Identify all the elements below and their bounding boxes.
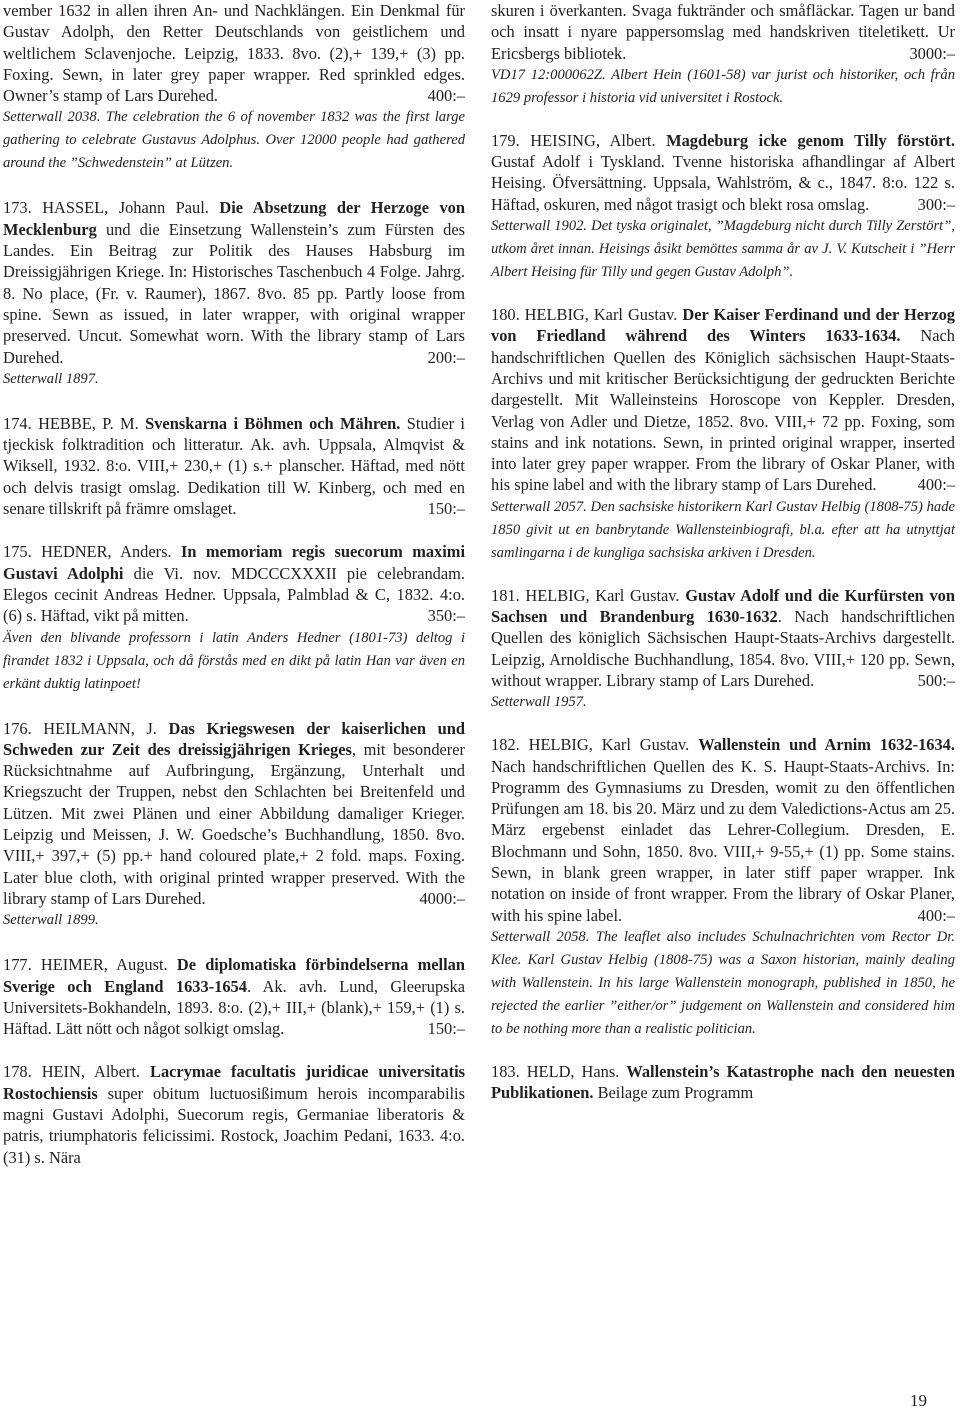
right-column [491,0,955,1124]
entry-text [491,734,955,926]
entry-title: Gustav Adolf und die Kurfürsten von Sachsen und Brandenburg 1630-1632 [491,585,955,627]
entry-title: Das Kriegswesen der kaiserlichen und Schweden zur Zeit des dreissigjährigen Krieges [3,718,465,759]
entry-number: 180. [491,305,520,325]
entry-number: 178. [3,1062,32,1082]
entry-number: 177. [3,955,32,975]
entry-body: die Vi. nov. MDCCCXXXII pie celebrandam. Elegos cecinit Andreas Hedner. Uppsala, Palmblad & C, 1832. 4:o. (6) s. Häftad, vikt på mitten. [3,563,465,626]
entry-note: Setterwall 1897. [3,370,99,387]
entry-price: 300:– [917,194,955,214]
entry-text [3,0,465,106]
entry-body: Beilage zum Programm [597,1083,754,1103]
catalog-entry-175 [3,541,465,695]
catalog-entry-178 [3,1061,465,1167]
entry-text [3,1061,465,1167]
catalog-entry-179 [491,130,955,284]
entry-title: In memoriam regis suecorum maximi Gustavi Adolphi [3,542,465,583]
entry-author: HEBBE, P. M. [38,413,139,433]
entry-body: Nach handschriftlichen Quellen des Königlich sächsischen Haupt-Staats-Archivs und mit kritischer Berücksichtigung der gedruckten Berichte dargestellt. Mit Walleinsteins Horoscope von Keppler. Dresden, Verlag von Adler und Dietze, 1852. 8vo. VIII,+ 72 pp. Foxing, som stains and ink notations. Sewn, in printed original wrapper, inserted into later grey paper wrapper. From the library of Oskar Planer, with his spine label and with the library stamp of Lars Durehed. [491,326,955,495]
entry-body: Studier i tjeckisk folktradition och litteratur. Ak. avh. Uppsala, Almqvist & Wiksell, 1932. 8:o. VIII,+ 230,+ (1) s.+ planscher. Häftad, med nött och delvis trasigt omslag. Dedikation till W. Kinberg, och med en senare tillskrift på främre omslaget. [3,413,465,519]
page-number: 19 [910,1391,927,1410]
catalog-entry-177 [3,954,465,1039]
entry-text [3,413,465,519]
entry-note: Setterwall 2057. Den sachsiske historikern Karl Gustav Helbig (1808-75) hade 1850 givit ut en banbrytande Wallensteinbiografi, bl.a. efter att ha utnyttjat samlingarna i de kungliga sachsiska arkiven i Dresden. [491,498,955,561]
entry-text [491,130,955,215]
entry-number: 179. [491,130,520,150]
entry-author: HELBIG, Karl Gustav. [524,305,678,325]
entry-body: skuren i överkanten. Svaga fuktränder och småfläckar. Tagen ur band och insatt i nyare pappersomslag med handskriven titeletikett. Ur Ericsbergs bibliotek. [491,1,955,63]
entry-price: 350:– [427,606,465,626]
entry-text [491,304,955,496]
entry-number: 183. [491,1061,520,1081]
entry-text [3,541,465,626]
entry-body: super obitum luctuosißimum herois incomparabilis magni Gustavi Adolphi, Suecorum regis, Germaniae liberatoris & patris, triumphatoris felicissimi. Rostock, Joachim Pedani, 1633. 4:o. (31) s. Nära [3,1083,465,1167]
entry-price: 200:– [427,347,465,367]
catalog-entry-180 [491,304,955,565]
catalog-entry-174 [3,413,465,519]
entry-note: Setterwall 1899. [3,912,99,929]
entry-note: Även den blivande professorn i latin Anders Hedner (1801-73) deltog i firandet 1832 i Uppsala, och då förstås med en dikt på latin Han var även en erkänt duktig latinpoet! [3,629,465,692]
entry-text [3,954,465,1039]
entry-author: HEIN, Albert. [41,1062,141,1082]
entry-note: VD17 12:000062Z. Albert Hein (1601-58) var jurist och historiker, och från 1629 professor i historia vid universitet i Rostock. [491,66,955,106]
entry-body: und die Einsetzung Wallenstein’s zum Fürsten des Landes. Ein Beitrag zur Politik des Hauses Habsburg im Dreissigjährigen Kriege. In: Historisches Taschenbuch 4 Folge. Jahrg. 8. No place, (Fr. v. Raumer), 1867. 8vo. 85 pp. Partly loose from spine. Sewn as issued, in later wrapper, with original wrapper preserved. Uncut. Somewhat worn. With the library stamp of Lars Durehed. [3,219,465,367]
entry-title: De diplomatiska förbindelserna mellan Sverige och England 1633-1654 [3,955,465,996]
entry-author: HEISING, Albert. [530,130,656,150]
entry-text [3,197,465,367]
entry-title: Lacrymae facultatis juridicae universitatis Rostochiensis [3,1062,465,1103]
entry-note: Setterwall 2038. The celebration the 6 of november 1832 was the first large gathering to celebrate Gustavus Adolphus. Over 12000 people had gathered around the ”Schwedenstein” at Lützen. [3,109,465,172]
entry-text [491,585,955,691]
entry-price: 400:– [917,475,955,495]
catalog-entry-182 [491,734,955,1041]
entry-author: HELD, Hans. [526,1061,620,1081]
entry-text [491,1061,955,1104]
entry-body: . Ak. avh. Lund, Gleerupska Universitets-Bokhandeln, 1893. 8:o. (2),+ III,+ (blank),+ 159,+ (1) s. Häftad. Lätt nött och något solkigt omslag. [3,976,466,1039]
continued-entry [491,0,955,110]
entry-price: 150:– [427,499,465,519]
entry-number: 174. [3,413,32,433]
entry-price: 400:– [917,905,955,925]
entry-text [3,718,465,910]
entry-author: HEIMER, August. [40,955,168,975]
entry-number: 173. [3,198,32,218]
entry-body: Gustaf Adolf i Tyskland. Tvenne historiska afhandlingar af Albert Heising. Öfversättning. Uppsala, Wahlström, & c., 1847. 8:o. 122 s. Häftad, oskuren, med något trasigt och blekt rosa omslag. [491,152,955,214]
entry-author: HASSEL, Johann Paul. [42,198,209,218]
catalog-entry-181 [491,585,955,714]
entry-note: Setterwall 2058. The leaflet also includes Schulnachrichten vom Rector Dr. Klee. Karl Gustav Helbig (1808-75) was a Saxon historian, mainly dealing with Wallenstein. In his large Wallenstein monograph, published in 1850, he rejected the earlier ”either/or” judgement on Wallenstein and considered him to be nothing more than a realistic politician. [491,928,955,1037]
entry-number: 175. [3,542,32,562]
catalog-entry-176 [3,718,465,933]
entry-price: 150:– [427,1019,465,1039]
entry-author: HEILMANN, J. [43,718,157,738]
entry-text [491,0,955,64]
entry-author: HELBIG, Karl Gustav. [528,735,690,755]
entry-body: Nach handschriftlichen Quellen des K. S. Haupt-Staats-Archivs. In: Programm des Gymnasiums zu Dresden, womit zu den öffentlichen Prüfungen am 18. bis 20. März und zu dem Valedictions-Actus am 25. März ergebenst einladet das Lehrer-Collegium. Dresden, E. Blochmann und Sohn, 1850. 8vo. VIII,+ 9-55,+ (1) pp. Some stains. Sewn, in blank green wrapper, in later stiff paper wrapper. Ink notation on inside of front wrapper. From the library of Oskar Planer, with his spine label. [491,756,955,925]
entry-body: , mit besonderer Rücksichtnahme auf Aufbringung, Ergänzung, Unterhalt und Kriegszucht der Truppen, nebst den Schlachten bei Breitenfeld und Lützen. Mit zwei Plänen und einer Abbildung damaliger Krieger. Leipzig und Meissen, J. W. Goedsche’s Buchhandlung, 1850. 8vo. VIII,+ 397,+ (5) pp.+ hand coloured plate,+ 2 fold. maps. Foxing. Later blue cloth, with original printed wrapper preserved. With the library stamp of Lars Durehed. [3,739,465,908]
entry-author: HELBIG, Karl Gustav. [525,585,680,605]
entry-price: 3000:– [909,43,955,63]
entry-title: Wallenstein und Arnim 1632-1634. [698,735,955,755]
entry-price: 4000:– [419,888,465,908]
entry-title: Svenskarna i Böhmen och Mähren. [145,413,401,433]
catalog-entry-183 [491,1061,955,1104]
entry-title: Magdeburg icke genom Tilly förstört. [666,130,955,150]
entry-title: Wallenstein’s Katastrophe nach den neuesten Publikationen. [491,1061,955,1103]
entry-price: 500:– [917,670,955,690]
entry-number: 181. [491,585,520,605]
entry-note: Setterwall 1957. [491,694,587,711]
continued-entry [3,0,465,175]
catalog-entry-173 [3,197,465,390]
left-column [3,0,465,1190]
entry-title: Die Absetzung der Herzoge von Mecklenburg [3,198,465,239]
entry-body: vember 1632 in allen ihren An- und Nachklängen. Ein Denkmal für Gustav Adolph, den Retter Deutschlands von geistlichem und weltlichem Sclavenjoche. Leipzig, 1833. 8vo. (2),+ 139,+ (3) pp. Foxing. Sewn, in later grey paper wrapper. Red sprinkled edges. Owner’s stamp of Lars Durehed. [3,1,465,106]
entry-price: 400:– [427,86,465,106]
entry-author: HEDNER, Anders. [41,542,172,562]
entry-title: Der Kaiser Ferdinand und der Herzog von Friedland während des Winters 1633-1634. [491,305,955,346]
entry-body: . Nach handschriftlichen Quellen des königlich Sächsischen Haupt-Staats-Archivs dargestellt. Leipzig, Arnoldische Buchhandlung, 1854. 8vo. VIII,+ 120 pp. Sewn, without wrapper. Library stamp of Lars Durehed. [491,607,955,690]
entry-note: Setterwall 1902. Det tyska originalet, ”Magdeburg nicht durch Tilly Zerstört”, utkom året innan. Heisings åsikt bemöttes samma år av J. V. Kutscheit i ”Herr Albert Heising für Tilly und gegen Gustav Adolph”. [491,218,955,281]
entry-number: 176. [3,718,32,738]
entry-number: 182. [491,735,520,755]
